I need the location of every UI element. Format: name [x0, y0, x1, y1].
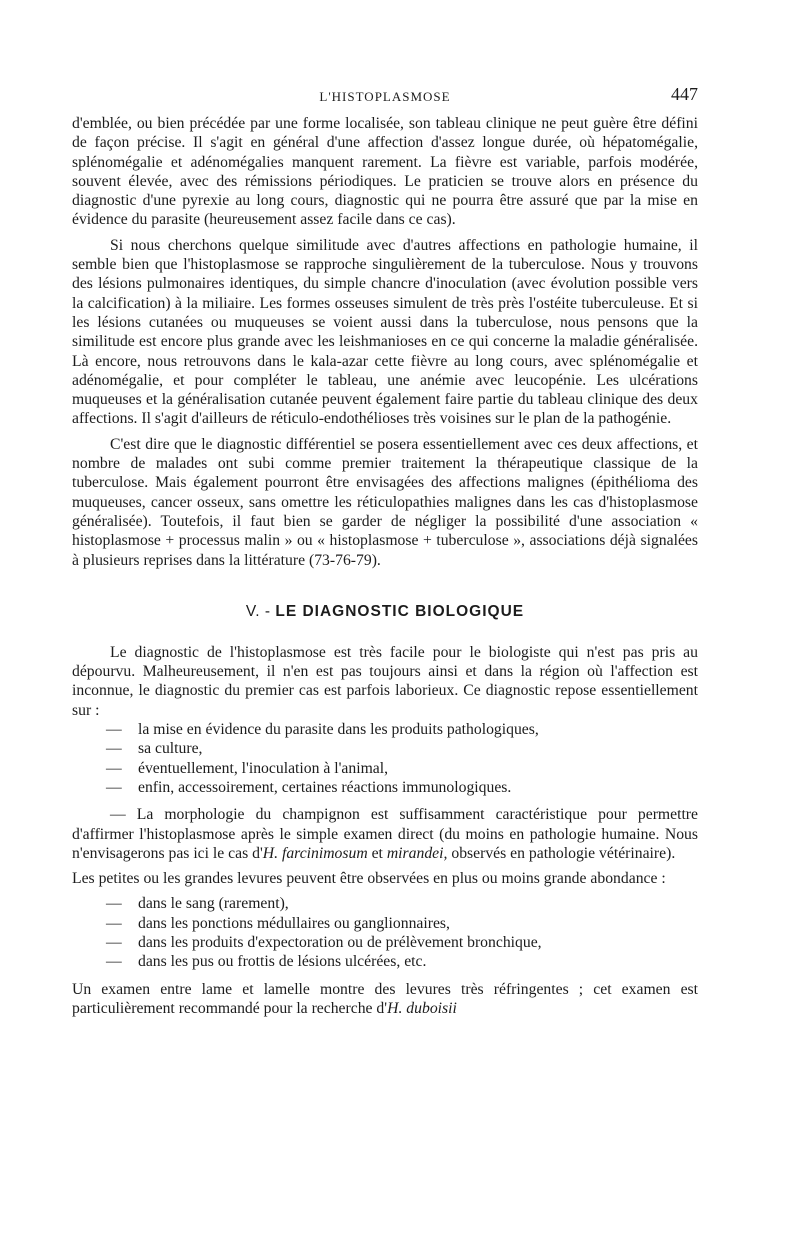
paragraph-5: — La morphologie du champignon est suffisamment caractéristique pour permettre d'affirmer l'histoplasmose après le simple examen direct (du moins en pathologie humaine. Nous n'envisagerons pas ici le cas d'H. farcinimosum et mirandei, observés en pathologie vétérinaire).	[72, 806, 698, 862]
list-item: — dans les pus ou frottis de lésions ulcérées, etc.	[106, 953, 427, 971]
section-heading	[72, 603, 698, 621]
list-item: — enfin, accessoirement, certaines réactions immunologiques.	[106, 778, 512, 796]
running-title: L'HISTOPLASMOSE	[319, 89, 451, 104]
section-title: LE DIAGNOSTIC BIOLOGIQUE	[275, 602, 525, 620]
paragraph-7: Un examen entre lame et lamelle montre des levures très réfringentes ; cet examen est particulièrement recommandé pour la recherche d'H. duboisii	[72, 980, 698, 1017]
diagnostic-list	[72, 720, 698, 797]
paragraph-6: Les petites ou les grandes levures peuvent être observées en plus ou moins grande abondance :	[72, 870, 666, 888]
list-item: — sa culture,	[106, 740, 203, 758]
list-item: — dans le sang (rarement),	[106, 895, 289, 913]
species-name: mirandei,	[386, 844, 448, 862]
list-item: — dans les ponctions médullaires ou ganglionnaires,	[106, 914, 450, 932]
paragraph-2: Si nous cherchons quelque similitude avec d'autres affections en pathologie humaine, il semble bien que l'histoplasmose se rapproche singulièrement de la tuberculose. Nous y trouvons des lésions pulmonaires identiques, du simple chancre d'inoculation (avec évolution possible vers la calcification) à la miliaire. Les formes osseuses simulent de très près l'ostéite tuberculeuse. Et si les lésions cutanées ou muqueuses se voient aussi dans la tuberculose, nous pensons que la similitude est encore plus grande avec les leishmanioses en ce qui concerne la maladie généralisée. Là encore, nous retrouvons dans le kala-azar cette fièvre au long cours, avec splénomégalie et adénomégalie, et pour compléter le tableau, une anémie avec leucopénie. Les ulcérations muqueuses et la généralisation cutanée peuvent également faire partie du tableau clinique des deux affections. Il s'agit d'ailleurs de réticulo-endothélioses très voisines sur le plan de la pathogénie.	[72, 236, 698, 428]
species-name: H. farcinimosum	[262, 844, 368, 862]
page	[72, 84, 698, 1018]
running-head	[72, 84, 698, 114]
paragraph-1: d'emblée, ou bien précédée par une forme localisée, son tableau clinique ne peut guère être défini de façon précise. Il s'agit en général d'une affection d'assez longue durée, où hépatomégalie, splénomégalie et adénomégalies manquent rarement. La fièvre est variable, parfois modérée, souvent élevée, avec des rémissions périodiques. Le praticien se trouve alors en présence du diagnostic d'une pyrexie au long cours, diagnostic qui ne pourra être assuré que par la mise en évidence du parasite (heureusement assez facile dans ce cas).	[72, 115, 698, 229]
list-item: — éventuellement, l'inoculation à l'animal,	[106, 759, 389, 777]
list-item: — dans les produits d'expectoration ou de prélèvement bronchique,	[106, 933, 542, 951]
section-number: V. -	[245, 602, 271, 620]
sample-list	[72, 894, 698, 971]
paragraph-4: Le diagnostic de l'histoplasmose est très facile pour le biologiste qui n'est pas pris au dépourvu. Malheureusement, il n'en est pas toujours ainsi et dans la région où l'affection est inconnue, le diagnostic du premier cas est parfois laborieux. Ce diagnostic repose essentiellement sur :	[72, 643, 698, 719]
page-number: 447	[671, 84, 698, 104]
paragraph-3: C'est dire que le diagnostic différentiel se posera essentiellement avec ces deux affections, et nombre de malades ont subi comme premier traitement la thérapeutique classique de la tuberculose. Mais également pourront être envisagées des affections malignes (épithélioma des muqueuses, cancer osseux, sans omettre les réticulopathies malignes dans les cas d'histoplasmose généralisée). Toutefois, il faut bien se garder de négliger la possibilité d'une association « histoplasmose + processus malin » ou « histoplasmose + tuberculose », associations déjà signalées à plusieurs reprises dans la littérature (73-76-79).	[72, 435, 698, 569]
species-name: H. duboisii	[387, 999, 457, 1017]
list-item: — la mise en évidence du parasite dans les produits pathologiques,	[106, 721, 539, 739]
